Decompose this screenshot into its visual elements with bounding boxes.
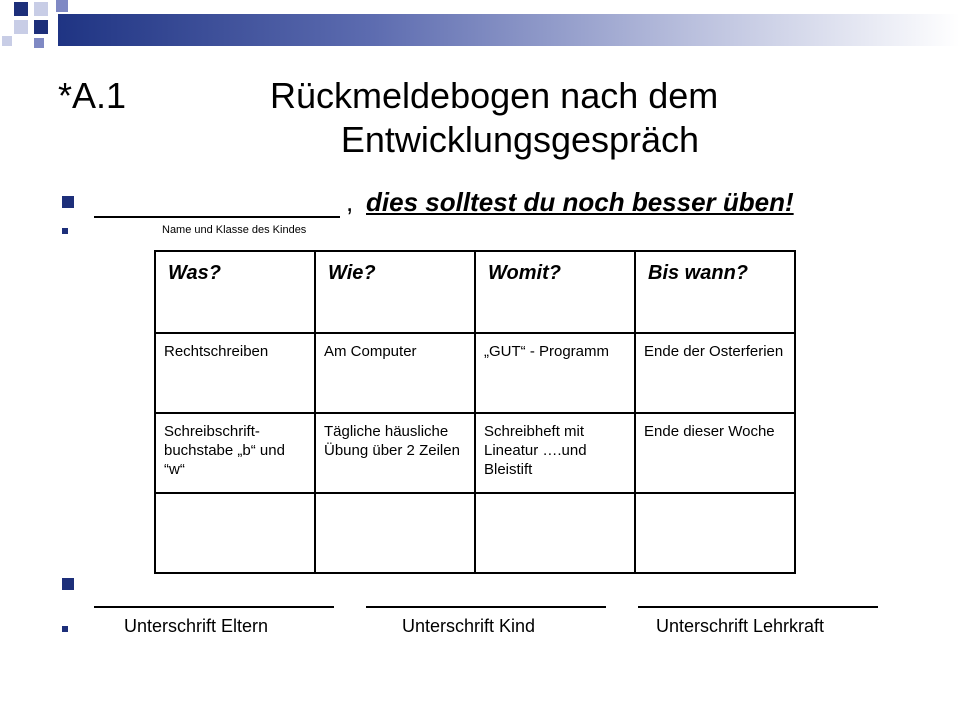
name-caption: Name und Klasse des Kindes	[162, 224, 307, 236]
title-number: *A.1	[58, 75, 127, 116]
table-row	[155, 413, 795, 493]
header-gradient-bar	[58, 14, 960, 46]
column-header: Bis wann?	[635, 251, 795, 333]
signature-line-parents	[94, 576, 334, 608]
decor-square	[14, 2, 28, 16]
table-cell: Am Computer	[315, 333, 475, 413]
decor-square	[34, 20, 48, 34]
signature-label-parents: Unterschrift Eltern	[124, 616, 269, 636]
bullet-icon	[62, 578, 74, 590]
column-header: Was?	[155, 251, 315, 333]
title-line-1: Rückmeldebogen nach dem	[270, 75, 719, 116]
title-line-2: Entwicklungsgespräch	[340, 119, 700, 160]
table-cell: Tägliche häusliche Übung über 2 Zeilen	[315, 413, 475, 493]
column-header: Wie?	[315, 251, 475, 333]
table-cell: „GUT“ - Programm	[475, 333, 635, 413]
table-cell	[155, 493, 315, 573]
table-cell: Rechtschreiben	[155, 333, 315, 413]
comma: ,	[346, 187, 354, 217]
table-cell: Schreibheft mit Lineatur ….und Bleistift	[475, 413, 635, 493]
headline: dies solltest du noch besser üben!	[366, 187, 794, 217]
table-header-row	[155, 251, 795, 333]
table-cell: Schreibschrift-buchstabe „b“ und “w“	[155, 413, 315, 493]
signature-label-teacher: Unterschrift Lehrkraft	[656, 616, 825, 636]
decor-square	[34, 2, 48, 16]
signature-label-child: Unterschrift Kind	[402, 616, 536, 636]
bullet-icon	[62, 196, 74, 208]
column-header: Womit?	[475, 251, 635, 333]
table-cell	[315, 493, 475, 573]
table-row	[155, 333, 795, 413]
decor-square	[34, 38, 44, 48]
table-cell: Ende der Osterferien	[635, 333, 795, 413]
table-cell: Ende dieser Woche	[635, 413, 795, 493]
signature-line-child	[366, 576, 606, 608]
signature-line-teacher	[638, 576, 878, 608]
practice-plan-table	[154, 250, 796, 574]
table-cell	[475, 493, 635, 573]
slide-title	[0, 74, 960, 174]
decor-square	[56, 0, 68, 12]
decor-square	[2, 36, 12, 46]
bullet-icon	[62, 228, 68, 234]
table-row	[155, 493, 795, 573]
bullet-icon	[62, 626, 68, 632]
table-cell	[635, 493, 795, 573]
decor-square	[14, 20, 28, 34]
name-blank-line	[94, 186, 340, 218]
